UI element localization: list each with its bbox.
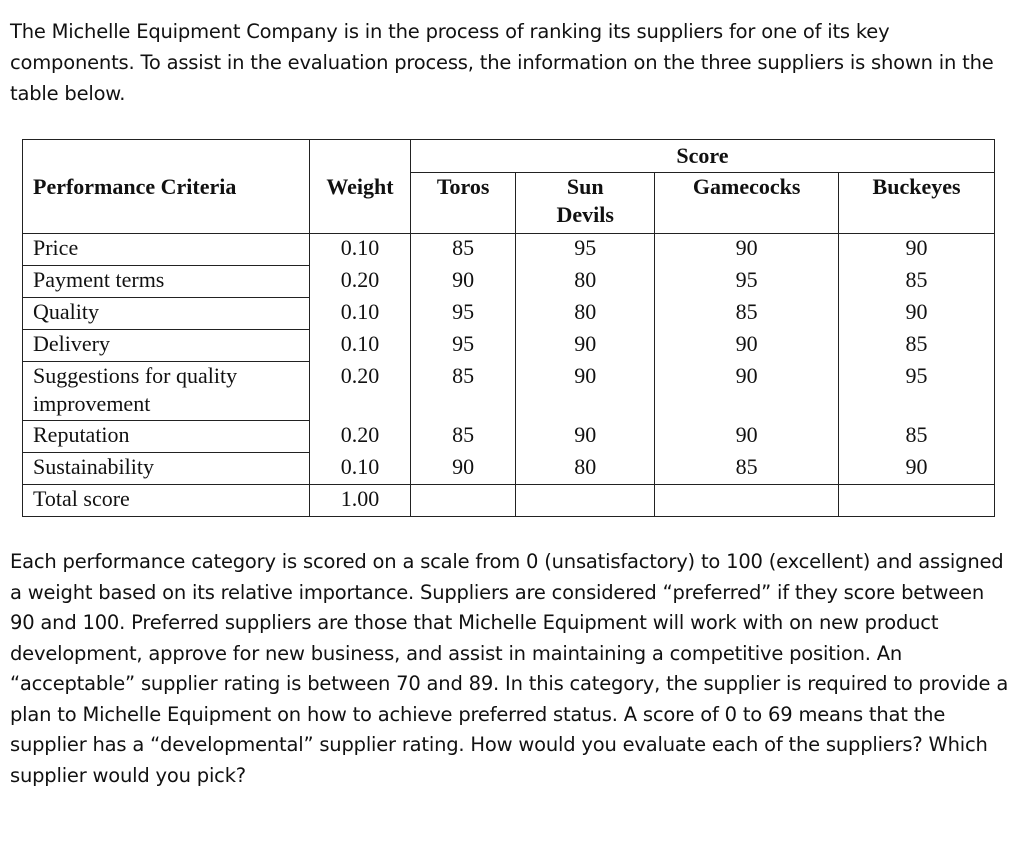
table-row — [23, 234, 995, 266]
header-supplier-sun-devils-label: Sun Devils — [556, 174, 614, 227]
score-cell: 85 — [655, 298, 839, 330]
weight-cell: 0.20 — [310, 362, 411, 421]
score-cell — [839, 485, 995, 517]
supplier-criteria-table — [22, 139, 995, 517]
weight-cell: 0.20 — [310, 266, 411, 298]
table-row — [23, 330, 995, 362]
score-cell: 90 — [655, 362, 839, 421]
table-header-row — [23, 173, 995, 234]
weight-cell: 0.10 — [310, 453, 411, 485]
criteria-cell: Quality — [23, 298, 310, 330]
score-cell: 90 — [516, 362, 655, 421]
header-weight: Weight — [310, 173, 411, 234]
score-cell: 85 — [655, 453, 839, 485]
score-cell: 95 — [839, 362, 995, 421]
header-criteria-spacer — [23, 140, 310, 173]
score-cell: 85 — [411, 421, 516, 453]
score-cell: 90 — [655, 421, 839, 453]
intro-paragraph: The Michelle Equipment Company is in the process of ranking its suppliers for one of its key components. To assist in the evaluation process, the information on the three suppliers is shown in the table below. — [10, 20, 994, 105]
score-cell: 90 — [411, 453, 516, 485]
table-row — [23, 362, 995, 421]
header-weight-spacer — [310, 140, 411, 173]
score-cell: 90 — [516, 330, 655, 362]
score-cell: 85 — [839, 330, 995, 362]
header-supplier-toros: Toros — [411, 173, 516, 234]
header-supplier-buckeyes: Buckeyes — [839, 173, 995, 234]
weight-cell: 0.10 — [310, 330, 411, 362]
header-performance-criteria: Performance Criteria — [23, 173, 310, 234]
header-supplier-gamecocks: Gamecocks — [655, 173, 839, 234]
score-cell: 95 — [516, 234, 655, 266]
score-cell: 85 — [411, 362, 516, 421]
total-score-row — [23, 485, 995, 517]
score-cell: 90 — [516, 421, 655, 453]
score-cell — [411, 485, 516, 517]
criteria-cell: Price — [23, 234, 310, 266]
weight-cell: 1.00 — [310, 485, 411, 517]
table-row — [23, 421, 995, 453]
outro-paragraph: Each performance category is scored on a scale from 0 (unsatisfactory) to 100 (excellent) and assigned a weight based on its relative importance. Suppliers are considered “preferred” if they score between 90 and 100. Preferred suppliers are those that Michelle Equipment will work with on new product development, approve for new business, and assist in maintaining a competitive position. An “acceptable” supplier rating is between 70 and 89. In this category, the supplier is required to provide a plan to Michelle Equipment on how to achieve preferred status. A score of 0 to 69 means that the supplier has a “developmental” supplier rating. How would you evaluate each of the suppliers? Which supplier would you pick? — [10, 550, 1009, 787]
score-cell: 90 — [655, 234, 839, 266]
score-cell: 85 — [411, 234, 516, 266]
score-cell: 95 — [655, 266, 839, 298]
criteria-cell: Suggestions for quality improvement — [23, 362, 310, 421]
score-cell: 85 — [839, 421, 995, 453]
weight-cell: 0.10 — [310, 298, 411, 330]
score-cell — [655, 485, 839, 517]
criteria-cell: Payment terms — [23, 266, 310, 298]
score-cell: 90 — [839, 453, 995, 485]
score-cell: 80 — [516, 266, 655, 298]
criteria-cell: Delivery — [23, 330, 310, 362]
weight-cell: 0.20 — [310, 421, 411, 453]
score-cell: 90 — [839, 234, 995, 266]
table-header-row-top — [23, 140, 995, 173]
table-body — [23, 234, 995, 517]
score-cell: 85 — [839, 266, 995, 298]
score-cell: 80 — [516, 298, 655, 330]
table-row — [23, 298, 995, 330]
score-cell: 90 — [655, 330, 839, 362]
score-cell: 95 — [411, 330, 516, 362]
score-cell: 80 — [516, 453, 655, 485]
table-row — [23, 453, 995, 485]
score-header: Score — [411, 140, 995, 173]
header-supplier-sun-devils — [516, 173, 655, 234]
criteria-cell: Total score — [23, 485, 310, 517]
score-cell: 90 — [411, 266, 516, 298]
criteria-cell: Reputation — [23, 421, 310, 453]
criteria-cell: Sustainability — [23, 453, 310, 485]
score-cell — [516, 485, 655, 517]
weight-cell: 0.10 — [310, 234, 411, 266]
score-cell: 95 — [411, 298, 516, 330]
score-cell: 90 — [839, 298, 995, 330]
table-row — [23, 266, 995, 298]
